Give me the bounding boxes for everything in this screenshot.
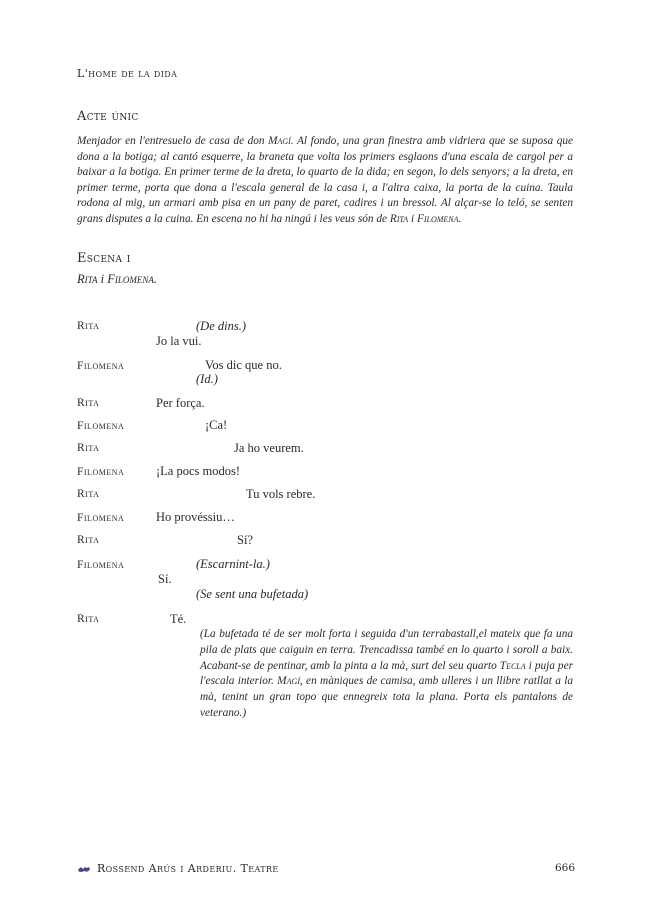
speaker-label: Rita: [77, 534, 100, 546]
speaker-label: Rita: [77, 613, 100, 625]
dialogue-line: Té.: [170, 612, 187, 626]
stage-setting: [77, 134, 573, 228]
speaker-label: Filomena: [77, 360, 125, 372]
speaker-label: Rita: [77, 320, 100, 332]
dialogue-line: Sí.: [158, 572, 172, 586]
speaker-label: Rita: [77, 397, 100, 409]
running-head: L'home de la dida: [77, 67, 178, 80]
setting-text: Menjador en l'entresuelo de casa de don: [77, 135, 269, 147]
direction-text: , en màniques de camisa, amb ulleres i un llibre ratllat a la mà, tenint un gran topo que ennegreix tota la plana. Porta els pantalons de veterano.): [200, 675, 573, 719]
footer-author: Rossend Arús i Arderiu. Teatre: [97, 862, 279, 875]
character-rita: Rita: [77, 272, 98, 286]
stage-direction-long: [200, 627, 573, 722]
stage-direction: (Se sent una bufetada): [196, 587, 309, 601]
character-rita: Rita: [389, 212, 409, 225]
page-footer: [77, 862, 279, 875]
speaker-label: Filomena: [77, 512, 125, 524]
dialogue-line: Jo la vui.: [156, 334, 202, 348]
character-filomena: Filomena: [107, 272, 154, 286]
scene-characters-end: .: [153, 272, 157, 286]
scene-title: Escena i: [77, 251, 131, 266]
dialogue-line: Vos dic que no.: [205, 358, 282, 372]
dialogue-line: ¡La pocs modos!: [156, 464, 241, 478]
dialogue-line: ¡Ca!: [205, 418, 228, 432]
character-filomena: Filomena: [416, 212, 459, 225]
ornament-icon: [77, 864, 91, 874]
speaker-label: Filomena: [77, 559, 125, 571]
scene-characters: [77, 272, 157, 287]
speaker-label: Rita: [77, 442, 100, 454]
character-tecla: Tecla: [499, 659, 526, 672]
setting-text: .: [458, 212, 462, 225]
stage-direction: (Id.): [196, 372, 218, 386]
dialogue-line: Ja ho veurem.: [234, 441, 304, 455]
act-title: Acte únic: [77, 109, 139, 124]
speaker-label: Filomena: [77, 466, 125, 478]
scene-characters-and: i: [97, 272, 108, 286]
dialogue-line: Per força.: [156, 396, 205, 410]
dialogue-line: Sí?: [237, 533, 253, 547]
speaker-label: Rita: [77, 488, 100, 500]
speaker-label: Filomena: [77, 420, 125, 432]
page-number: 666: [555, 862, 576, 874]
setting-text: . Al fondo, una gran finestra amb vidriera que se suposa que dona a la botiga; al cantó esquerre, la braneta que volta los primers esglaons d'una escala de cargol per a baixar a la botiga. En primer terme de la dreta, lo quarto de la dida; en segon, lo dels senyors; a la dreta, en primer terme, porta que dona a l'escala general de la casa i, a l'altra caixa, la porta de la cuina. Taula rodona al mig, un armari amb pisa en un pany de paret, cadires i un bressol. Al alçar-se lo teló, se senten grans disputes a la cuina. En escena no hi ha ningú i les veus són de: [77, 135, 573, 225]
stage-direction: (De dins.): [196, 319, 246, 333]
direction-text: (La bufetada té de ser molt forta i seguida d'un terrabastall,el mateix que fa una pila de plats que caiguin en terra. Trencadissa també en lo quarto i soroll a baix. Acabant-se de pentinar, amb la pinta a la mà, surt del seu quarto: [200, 628, 573, 672]
stage-direction: (Escarnint-la.): [196, 557, 270, 571]
character-magi: Magí: [277, 675, 300, 688]
setting-text: i: [408, 212, 417, 225]
direction-text: i puja per l'escala interior.: [200, 659, 573, 688]
character-magi: Magí: [268, 135, 291, 147]
dialogue-line: Ho provéssiu…: [156, 510, 235, 524]
dialogue-line: Tu vols rebre.: [246, 487, 316, 501]
